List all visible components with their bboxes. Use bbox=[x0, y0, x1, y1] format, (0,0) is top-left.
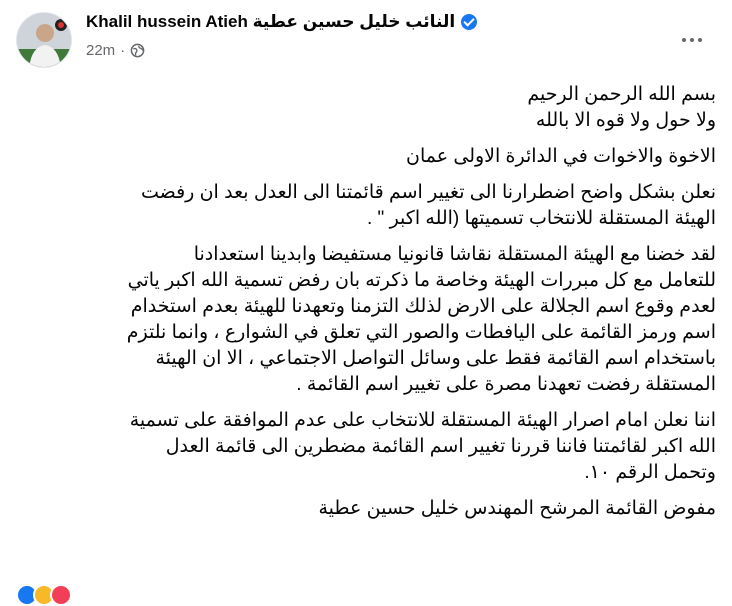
post-paragraph bbox=[16, 242, 716, 398]
post-line: نعلن بشكل واضح اضطرارنا الى تغيير اسم قائمتنا الى العدل بعد ان رفضت bbox=[140, 182, 716, 203]
post-timestamp[interactable]: 22m bbox=[86, 42, 116, 59]
page-name-row bbox=[86, 12, 477, 32]
more-options-button[interactable] bbox=[674, 22, 710, 58]
meta-separator: · bbox=[120, 42, 126, 59]
post-line: للتعامل مع كل مبررات الهيئة وخاصة ما ذكرته بان رفض تسمية الله اكبر ياتي bbox=[127, 270, 716, 291]
page-avatar[interactable] bbox=[16, 12, 72, 68]
post-line: بسم الله الرحمن الرحيم bbox=[527, 84, 716, 105]
post-header bbox=[16, 12, 716, 68]
post-line: الهيئة المستقلة للانتخاب تسميتها (الله اكبر " . bbox=[366, 208, 716, 229]
verified-badge-icon bbox=[461, 14, 477, 30]
post-line: ولا حول ولا قوه الا بالله bbox=[535, 110, 716, 131]
post-line: لقد خضنا مع الهيئة المستقلة نقاشا قانونيا مستفيضا وابدينا استعدادنا bbox=[193, 244, 716, 265]
more-options-icon bbox=[682, 38, 686, 42]
globe-icon[interactable] bbox=[130, 43, 145, 58]
page-name[interactable]: Khalil hussein Atieh النائب خليل حسين عطية bbox=[86, 12, 456, 31]
post-line: الاخوة والاخوات في الدائرة الاولى عمان bbox=[406, 146, 716, 167]
post-line: اسم ورمز القائمة على اليافطات والصور التي تعلق في الشوارع ، وانما نلتزم bbox=[126, 322, 716, 343]
post-paragraph bbox=[16, 408, 716, 486]
post-text bbox=[16, 82, 716, 532]
love-reaction-icon bbox=[50, 584, 72, 606]
post-line: المستقلة رفضت تعهدنا مصرة على تغيير اسم القائمة . bbox=[296, 374, 716, 395]
post-paragraph bbox=[16, 144, 716, 170]
post-line: وتحمل الرقم ١٠. bbox=[584, 462, 716, 483]
post-meta bbox=[86, 42, 145, 59]
post-line: مفوض القائمة المرشح المهندس خليل حسين عطية bbox=[318, 498, 716, 519]
post-line: اننا نعلن امام اصرار الهيئة المستقلة للانتخاب على عدم الموافقة على تسمية bbox=[129, 410, 716, 431]
post-line: الله اكبر لقائمتنا فاننا قررنا تغيير اسم القائمة مضطرين الى قائمة العدل bbox=[165, 436, 716, 457]
post-paragraph bbox=[16, 180, 716, 232]
more-dot bbox=[690, 38, 694, 42]
post-line: باستخدام اسم القائمة فقط على وسائل التواصل الاجتماعي ، الا ان الهيئة bbox=[155, 348, 716, 369]
avatar-image-icon bbox=[17, 13, 72, 68]
post-paragraph bbox=[16, 82, 716, 134]
post-paragraph bbox=[16, 496, 716, 522]
post-line: لعدم وقوع اسم الجلالة على الارض لذلك التزمنا وتعهدنا للهيئة بعدم استخدام bbox=[130, 296, 716, 317]
more-dot bbox=[698, 38, 702, 42]
reaction-summary[interactable] bbox=[16, 584, 67, 606]
